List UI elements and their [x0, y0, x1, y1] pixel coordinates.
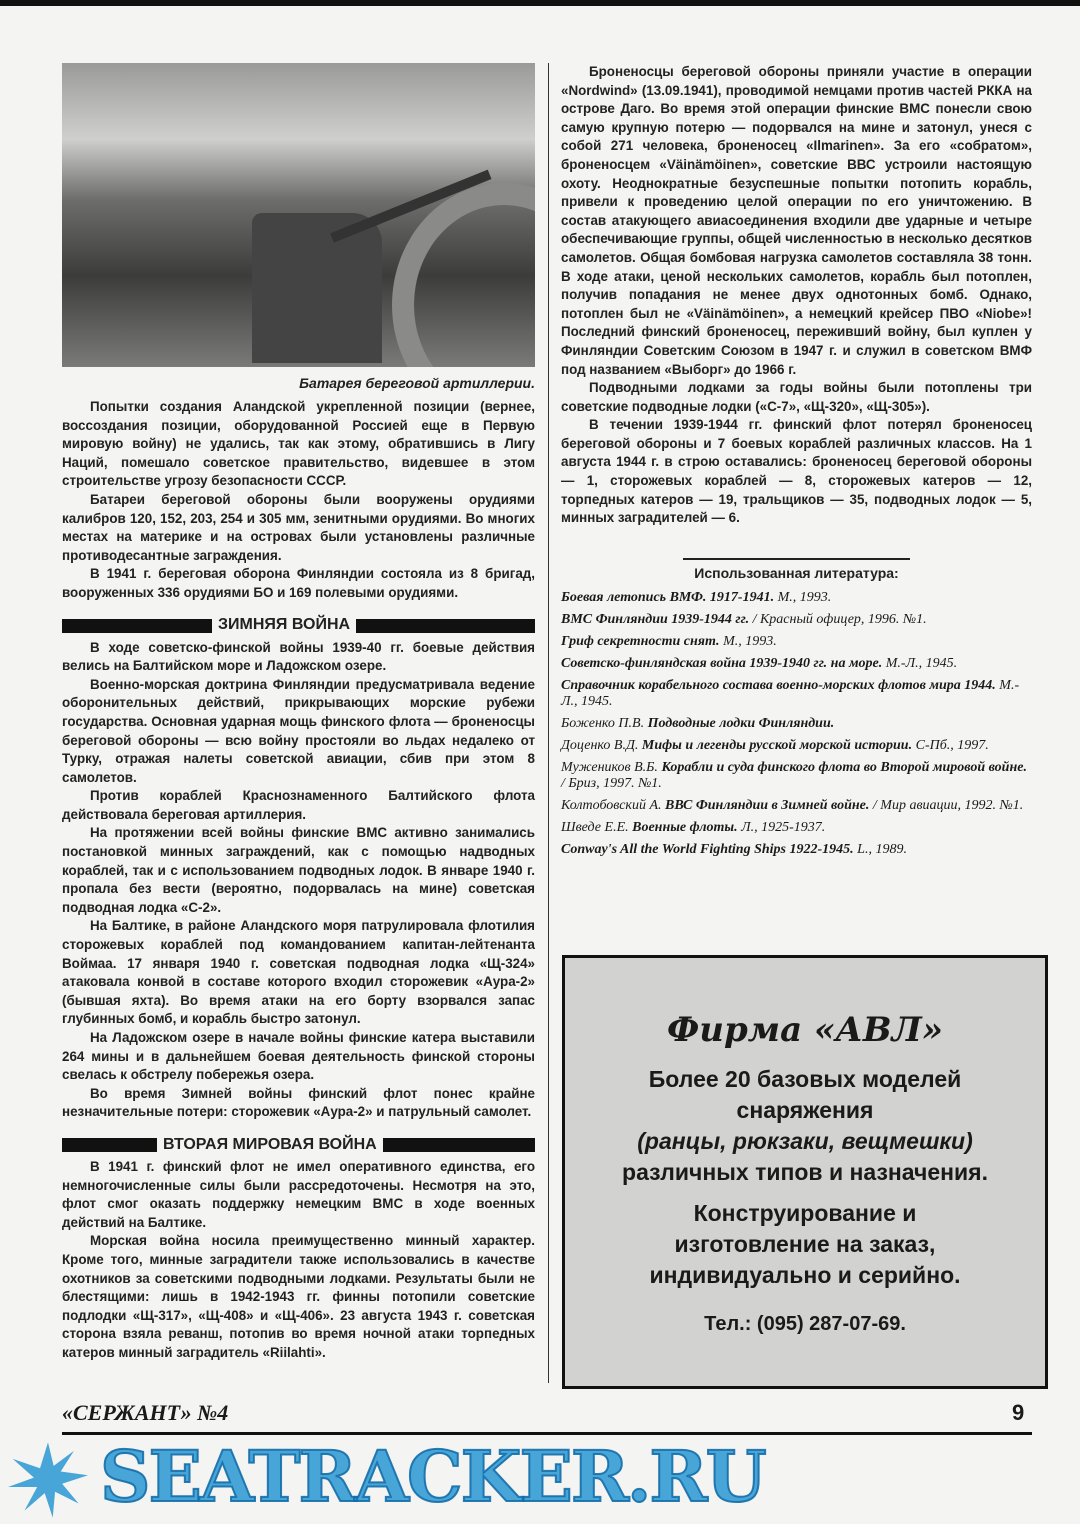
paragraph: Батареи береговой обороны были вооружены орудиями калибров 120, 152, 203, 254 и 305 мм, зенитными орудиями. Во многих местах на материке и на островах были установлены различные противодесантные заграждения. — [62, 491, 535, 563]
literature-item — [561, 760, 1032, 792]
literature-title: Гриф секретности снят. — [561, 633, 720, 649]
literature-title: ВМС Финляндии 1939-1944 гг. — [561, 611, 750, 627]
literature-author: Мужеников В.Б. — [561, 759, 662, 775]
left-column — [62, 374, 535, 1363]
right-text — [561, 63, 1032, 528]
paragraph: Попытки создания Аландской укрепленной позиции (вернее, воссоздания позиции, оборудованной Россией еще в Первую мировую войну) не удались, так как этому, обратившись в Лигу Наций, помешало советское правительство, видевшее в этом строительстве угрозу безопасности СССР. — [62, 399, 535, 489]
literature-rest: / Красный офицер, 1996. №1. — [749, 611, 927, 627]
literature-rest: / Бриз, 1997. №1. — [561, 775, 662, 791]
photo-caption: Батарея береговой артиллерии. — [299, 375, 535, 391]
magazine-issue: «СЕРЖАНТ» №4 — [62, 1400, 229, 1425]
ad-line: индивидуально и серийно. — [649, 1262, 961, 1288]
literature-rest: L., 1989. — [853, 841, 907, 857]
literature-rest: М., 1993. — [719, 633, 777, 649]
literature-rest: М., 1993. — [774, 589, 832, 605]
paragraph: Морская война носила преимущественно минный характер. Кроме того, минные заградители также использовались в качестве охотников за советскими подводными лодками. Результаты были не блестящими: лишь в 1942-1943 гг. финны потопили советские подлодки «Щ-317», «Щ-408» и «Щ-406». 23 августа 1943 г. советская сторона взяла реванш, потопив во время ночной атаки торпедных катеров минный заградитель «Riilahti». — [62, 1233, 535, 1360]
literature-item — [561, 656, 1032, 672]
coastal-battery-photo — [62, 63, 535, 367]
literature-title: Подводные лодки Финляндии. — [647, 715, 835, 731]
left-text-1 — [62, 398, 535, 603]
paragraph: На Ладожском озере в начале войны финские катера выставили 264 мины и в дальнейшем боевая деятельность финской стороны свелась к обстрелу побережья озера. — [62, 1030, 535, 1083]
literature-item — [561, 798, 1032, 814]
literature-title: Conway's All the World Fighting Ships 1922-1945. — [561, 841, 854, 857]
advertisement-box — [562, 955, 1048, 1389]
literature-rest: Л., 1925-1937. — [737, 819, 826, 835]
ad-line: Конструирование и — [693, 1200, 917, 1226]
column-divider — [548, 63, 549, 1383]
literature-title: Боевая летопись ВМФ. 1917-1941. — [561, 589, 775, 605]
literature-item — [561, 820, 1032, 836]
ad-line: снаряжения — [736, 1097, 874, 1123]
literature-title: Советско-финляндская война 1939-1940 гг. на море. — [561, 655, 883, 671]
heading-text: ЗИМНЯЯ ВОЙНА — [218, 616, 351, 634]
gun-turret — [252, 213, 382, 363]
paragraph: На Балтике, в районе Аландского моря патрулировала флотилия сторожевых кораблей под командованием капитан-лейтенанта Воймаа. 17 января 1940 г. советская подводная лодка «Щ-324» атаковала конвой в составе которого входил сторожевик «Аура-2» (бывшая яхта). Во время атаки на его борту взорвался запас глубинных бомб, и корабль быстро затонул. — [62, 918, 535, 1027]
ad-line: Более 20 базовых моделей — [648, 1066, 962, 1092]
watermark-sunburst-icon — [8, 1442, 88, 1518]
literature-rest: / Мир авиации, 1992. №1. — [869, 797, 1024, 813]
literature-title: Мифы и легенды русской морской истории. — [641, 737, 913, 753]
literature-author: Доценко В.Д. — [561, 737, 642, 753]
literature-title: Военные флоты. — [632, 819, 738, 835]
literature-rest: М.-Л., 1945. — [561, 677, 1020, 709]
section-heading-winter-war — [62, 617, 535, 635]
literature-item — [561, 842, 1032, 858]
literature-title: Справочник корабельного состава военно-морских флотов мира 1944. — [561, 677, 996, 693]
literature-rest: М.-Л., 1945. — [882, 655, 958, 671]
literature-title: Корабли и суда финского флота во Второй мировой войне. — [661, 759, 1027, 775]
literature-item — [561, 634, 1032, 650]
paragraph: Против кораблей Краснознаменного Балтийского флота действовала береговая артиллерия. — [62, 788, 535, 822]
literature-list — [561, 590, 1032, 858]
ad-phone: Тел.: (095) 287-07-69. — [704, 1313, 906, 1335]
ad-firm-name: Фирма «АВЛ» — [667, 1010, 943, 1050]
paragraph: Подводными лодками за годы войны были потоплены три советские подводные лодки («С-7», «Щ-320», «Щ-305»). — [561, 380, 1032, 414]
ad-line: изготовление на заказ, — [674, 1231, 936, 1257]
heading-text: ВТОРАЯ МИРОВАЯ ВОЙНА — [163, 1135, 377, 1153]
paragraph: Военно-морская доктрина Финляндии предусматривала ведение оборонительных действий, прикрывающих морские рубежи государства. Основная ударная мощь финского флота — броненосцы береговой обороны — всю войну простояли во льдах недалеко от Турку, отражая налеты советской авиации, сбив при этом 8 самолетов. — [62, 676, 535, 785]
paragraph: В 1941 г. береговая оборона Финляндии состояла из 8 бригад, вооруженных 336 орудиями БО и 169 полевыми орудиями. — [62, 566, 535, 600]
right-column — [561, 63, 1032, 864]
literature-item — [561, 678, 1032, 710]
left-text-3 — [62, 1158, 535, 1363]
literature-author: Колтобовский А. — [561, 797, 666, 813]
ad-line: (ранцы, рюкзаки, вещмешки) — [637, 1128, 973, 1154]
literature-item — [561, 738, 1032, 754]
section-heading-wwii — [62, 1136, 535, 1154]
watermark: SEATRACKER.RU — [100, 1435, 765, 1518]
literature-item — [561, 590, 1032, 606]
gun-emplacement — [392, 183, 535, 367]
literature-author: Шведе Е.Е. — [561, 819, 633, 835]
paragraph: Броненосцы береговой обороны приняли участие в операции «Nordwind» (13.09.1941), проводимой немцами против частей РККА на острове Даго. Во время этой операции финские ВМС понесли свою самую крупную потерю — подорвался на мине и затонул, унеся с собой 271 человека, броненосец «Ilmarinen». За его «собратом», броненосцем «Väinämöinen», советские ВВС устроили настоящую охоту. Неоднократные безуспешные попытки потопить корабль, привели к проведению целой операции по его уничтожению. В состав атакующего авиасоединения входили две ударные и четыре обеспечивающие группы, общей численностью в несколько десятков самолетов. Общая бомбовая нагрузка самолетов составляла 38 тонн. В ходе атаки, ценой нескольких самолетов, корабль был потоплен, получив попадания не менее двух однотонных бомб. Однако, потоплен был не «Väinämöinen», а немецкий крейсер ПВО «Niobe»! Последний финский броненосец, переживший войну, был куплен у Финляндии Советским Союзом в 1947 г. и служил в советском ВМФ под названием «Выборг» до 1966 г. — [561, 64, 1032, 377]
paragraph: В ходе советско-финской войны 1939-40 гг. боевые действия велись на Балтийском море и Ладожском озере. — [62, 639, 535, 674]
literature-title: ВВС Финляндии в Зимней войне. — [665, 797, 870, 813]
paragraph: В 1941 г. финский флот не имел оперативного единства, его немногочисленные силы были рассредоточены. Несмотря на это, флот смог оказать поддержку немецким ВМС в ходе военных действий на Балтике. — [62, 1158, 535, 1230]
paragraph: В течении 1939-1944 гг. финский флот потерял броненосец береговой обороны и 7 боевых кораблей различных классов. На 1 августа 1944 г. в строю оставались: броненосец береговой обороны — 1, сторожевых кораблей — 8, сторожевых катеров — 12, торпедных катеров — 19, тральщиков — 35, подводных лодок — 5, минных заградителей — 6. — [561, 417, 1032, 526]
literature-rest: С-Пб., 1997. — [912, 737, 989, 753]
top-edge — [0, 0, 1080, 6]
ad-line: различных типов и назначения. — [622, 1159, 988, 1185]
literature-item — [561, 716, 1032, 732]
literature-item — [561, 612, 1032, 628]
literature-title: Использованная литература: — [561, 564, 1032, 582]
literature-author: Боженко П.В. — [561, 715, 648, 731]
paragraph: Во время Зимней войны финский флот понес крайне незначительные потери: сторожевик «Аура-2» и патрульный самолет. — [62, 1085, 535, 1120]
paragraph: На протяжении всей войны финские ВМС активно занимались постановкой минных заграждений, как с помощью надводных кораблей, так и с использованием подводных лодок. В январе 1940 г. пропала без вести (вероятно, подорвалась на мине) советская подводная лодка «С-2». — [62, 825, 535, 915]
left-text-2 — [62, 639, 535, 1122]
page-number: 9 — [1012, 1400, 1025, 1425]
